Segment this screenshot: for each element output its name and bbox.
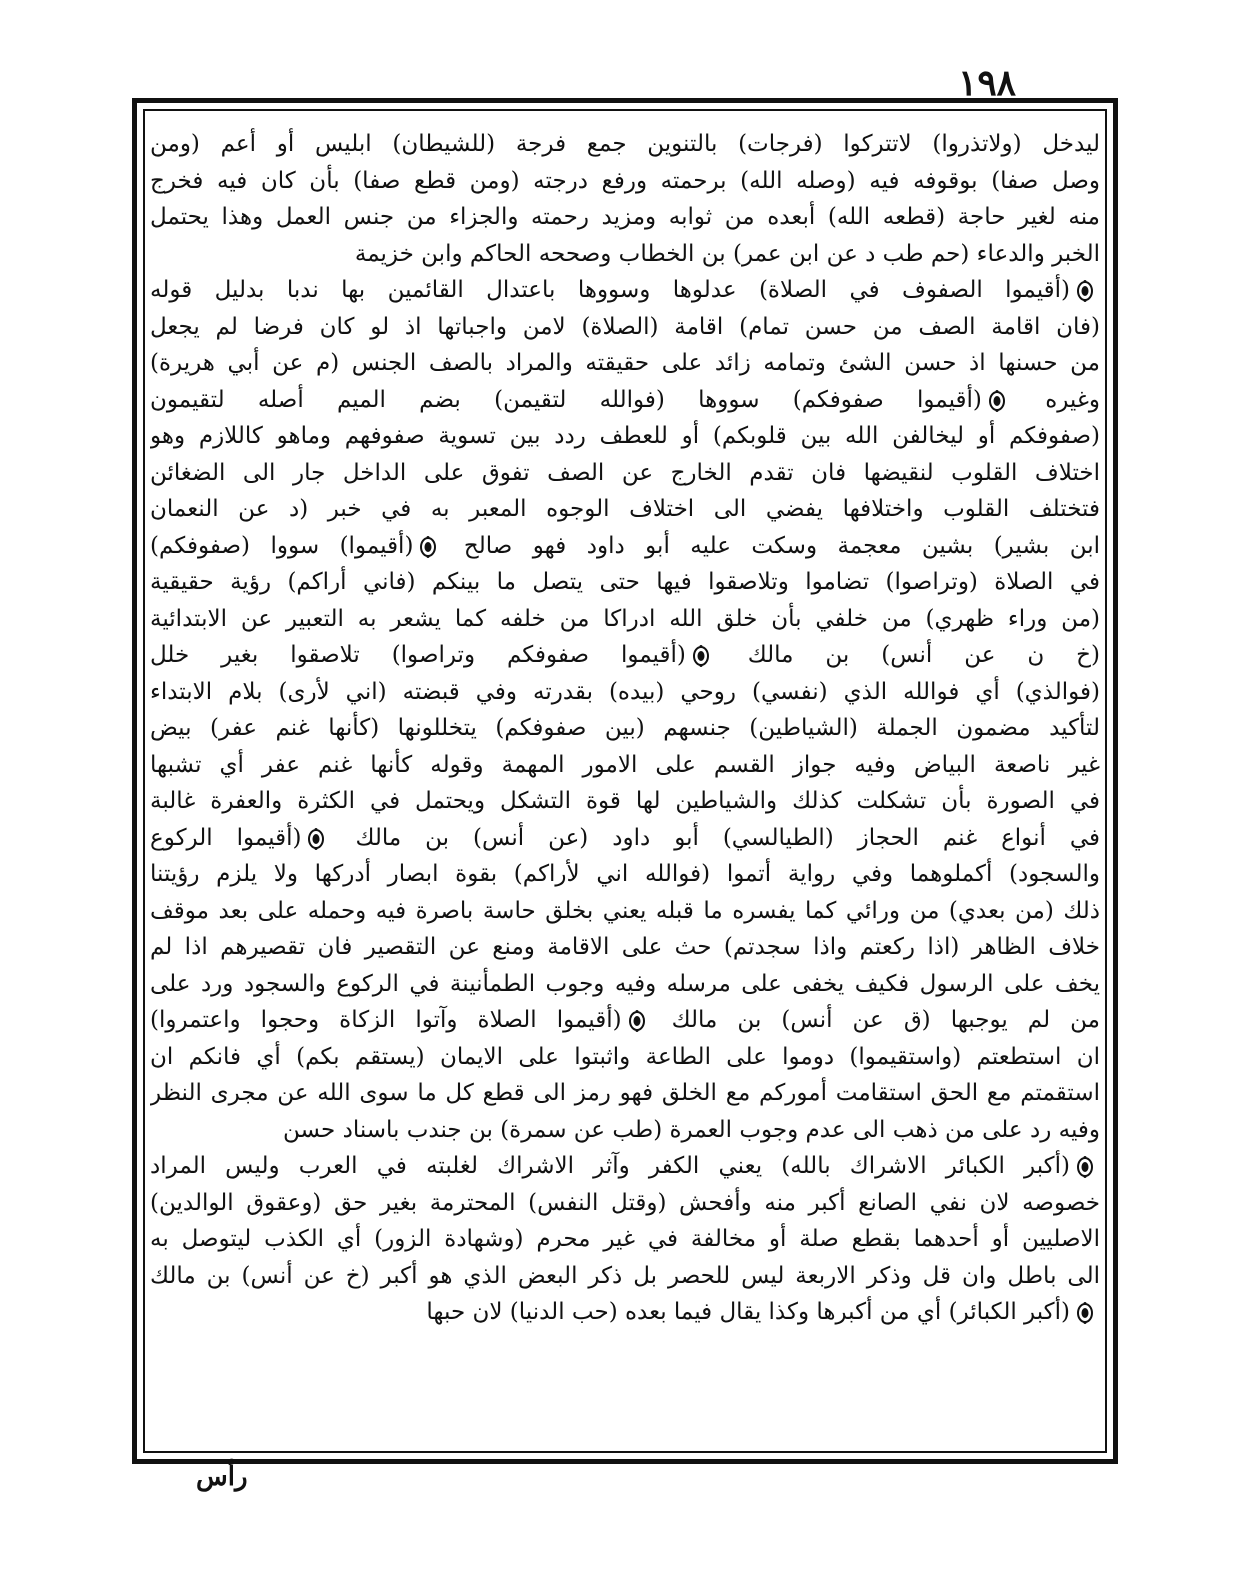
catchword: رأس	[196, 1462, 248, 1492]
text-line	[150, 564, 1100, 601]
line-text-tail: (أقيموا صفوفكم) سووها (فوالله لتقيمن) بضم الميم أصله لتقيمون	[150, 386, 982, 413]
text-line	[150, 820, 1100, 857]
rosette-icon	[692, 645, 710, 667]
text-line	[150, 601, 1100, 638]
text-line	[150, 674, 1100, 711]
page-number: ١٩٨	[958, 62, 1017, 104]
text-block	[150, 126, 1100, 1442]
text-line	[150, 1221, 1100, 1258]
rosette-icon	[1076, 1156, 1094, 1178]
text-line	[150, 783, 1100, 820]
text-line	[150, 382, 1100, 419]
line-text-tail: (أقيموا الصلاة وآتوا الزكاة وحجوا واعتمروا)	[150, 1007, 622, 1033]
line-text: (فوالذي) أي فوالله الذي (نفسي) روحي (بيده) بقدرته وفي قبضته (اني لأرى) بلام الابتداء	[150, 678, 1100, 705]
rosette-icon	[988, 390, 1006, 412]
line-text: (خ ن عن أنس) بن مالك	[747, 642, 1100, 668]
text-line	[150, 491, 1100, 528]
line-text: (صفوفكم أو ليخالفن الله بين قلوبكم) أو للعطف ردد بين تسوية صفوفهم وماهو كاللازم وهو	[150, 423, 1100, 449]
line-text-tail: (أقيموا الركوع	[150, 824, 302, 851]
line-text-tail: (أقيموا) سووا (صفوفكم)	[150, 532, 414, 559]
line-text: اختلاف القلوب لنقيضها فان تقدم الخارج عن الصف تفوق على الداخل جار الى الضغائن	[150, 459, 1100, 486]
text-line	[150, 418, 1100, 455]
line-text: وفيه رد على من ذهب الى عدم وجوب العمرة (طب عن سمرة) بن جندب باسناد حسن	[283, 1116, 1100, 1143]
rosette-icon	[628, 1010, 646, 1032]
rosette-icon	[419, 536, 437, 558]
line-text: في أنواع غنم الحجاز (الطيالسي) أبو داود (عن أنس) بن مالك	[355, 824, 1100, 851]
line-text: (من وراء ظهري) من خلفي بأن خلق الله ادراكا من خلفه كما يشعر به التعبير عن الابتدائية	[150, 605, 1100, 632]
text-line	[150, 966, 1100, 1003]
text-line	[150, 163, 1100, 200]
line-text: من حسنها اذ حسن الشئ وتمامه زائد على حقيقته والمراد بالصف الجنس (م عن أبي هريرة)	[150, 350, 1100, 376]
line-text: لتأكيد مضمون الجملة (الشياطين) جنسهم (بين صفوفكم) يتخللونها (كأنها غنم عفر) بيض	[150, 715, 1100, 741]
line-text: وغيره	[1045, 386, 1100, 413]
rosette-icon	[1076, 280, 1094, 302]
text-line	[150, 1002, 1100, 1039]
text-line	[150, 1075, 1100, 1112]
line-text: (أكبر الكبائر الاشراك بالله) يعني الكفر وآثر الاشراك لغلبته في العرب وليس المراد	[150, 1153, 1070, 1179]
text-line	[150, 929, 1100, 966]
line-text: (فان اقامة الصف من حسن تمام) اقامة (الصلاة) لامن واجباتها اذ لو كان فرضا لم يجعل	[150, 313, 1100, 340]
line-text: فتختلف القلوب واختلافها يفضي الى اختلاف الوجوه المعبر به في خبر (د عن النعمان	[150, 496, 1100, 522]
line-text: والسجود) أكملوهما وفي رواية أتموا (فوالله اني لأراكم) بقوة ابصار أدركها ولا يلزم رؤيتنا	[150, 861, 1100, 887]
line-text: غير ناصعة البياض وفيه جواز القسم على الامور المهمة وقوله كأنها غنم عفر أي تشبها	[150, 751, 1100, 778]
text-line	[150, 1294, 1100, 1331]
line-text-tail: (أقيموا صفوفكم وتراصوا) تلاصقوا بغير خلل	[150, 642, 686, 668]
line-text: من لم يوجبها (ق عن أنس) بن مالك	[671, 1007, 1100, 1033]
line-text: الى باطل وان قل وذكر الاربعة ليس للحصر بل ذكر البعض الذي هو أكبر (خ عن أنس) بن مالك	[150, 1262, 1100, 1289]
text-line	[150, 1112, 1100, 1149]
text-line	[150, 893, 1100, 930]
text-line	[150, 637, 1100, 674]
line-text: الاصليين أو أحدهما بقطع صلة أو مخالفة في غير محرم (وشهادة الزور) أي الكذب ليتوصل به	[150, 1226, 1100, 1252]
text-line	[150, 309, 1100, 346]
text-line	[150, 856, 1100, 893]
text-line	[150, 455, 1100, 492]
line-text: وصل صفا) بوقوفه فيه (وصله الله) برحمته ورفع درجته (ومن قطع صفا) بأن كان فيه فخرج	[150, 167, 1100, 194]
line-text: ذلك (من بعدي) من ورائي كما يفسره ما قبله يعني بخلق حاسة باصرة فيه وحمله على بعد موقف	[150, 897, 1100, 924]
text-line	[150, 710, 1100, 747]
line-text: ابن بشير) بشين معجمة وسكت عليه أبو داود فهو صالح	[463, 532, 1100, 559]
line-text: في الصورة بأن تشكلت كذلك والشياطين لها قوة التشكل ويحتمل في الكثرة والعفرة غالبة	[150, 788, 1100, 814]
rosette-icon	[307, 828, 325, 850]
line-text: ان استطعتم (واستقيموا) دوموا على الطاعة واثبتوا على الايمان (يستقم بكم) أي فانكم ان	[150, 1043, 1100, 1070]
line-text: الخبر والدعاء (حم طب د عن ابن عمر) بن الخطاب وصححه الحاكم وابن خزيمة	[354, 240, 1100, 267]
line-text: ليدخل (ولاتذروا) لاتتركوا (فرجات) بالتنوين جمع فرجة (للشيطان) ابليس أو أعم (ومن	[150, 131, 1100, 157]
rosette-icon	[1076, 1302, 1094, 1324]
text-line	[150, 236, 1100, 273]
text-line	[150, 1148, 1100, 1185]
line-text: (أقيموا الصفوف في الصلاة) عدلوها وسووها باعتدال القائمين بها ندبا بدليل قوله	[150, 277, 1070, 303]
text-line	[150, 126, 1100, 163]
line-text: في الصلاة (وتراصوا) تضاموا وتلاصقوا فيها حتى يتصل ما بينكم (فاني أراكم) رؤية حقيقية	[150, 569, 1100, 595]
line-text: (أكبر الكبائر) أي من أكبرها وكذا يقال فيما بعده (حب الدنيا) لان حبها	[426, 1299, 1070, 1325]
line-text: يخف على الرسول فكيف يخفى على مرسله وفيه وجوب الطمأنينة في الركوع والسجود ورد على	[150, 970, 1100, 997]
text-line	[150, 1185, 1100, 1222]
line-text: منه لغير حاجة (قطعه الله) أبعده من ثوابه ومزيد رحمته والجزاء من جنس العمل وهذا يحتمل	[150, 204, 1100, 230]
text-line	[150, 272, 1100, 309]
text-line	[150, 199, 1100, 236]
text-line	[150, 345, 1100, 382]
text-line	[150, 1258, 1100, 1295]
text-line	[150, 528, 1100, 565]
line-text: خصوصه لان نفي الصانع أكبر منه وأفحش (وقتل النفس) المحترمة بغير حق (وعقوق الوالدين)	[150, 1189, 1100, 1216]
line-text: خلاف الظاهر (اذا ركعتم واذا سجدتم) حث على الاقامة ومنع عن التقصير فان تقصيرهم اذا لم	[150, 934, 1100, 960]
text-line	[150, 747, 1100, 784]
line-text: استقمتم مع الحق استقامت أموركم مع الخلق فهو رمز الى قطع كل ما سوى الله عن مجرى النظر	[150, 1080, 1100, 1106]
text-line	[150, 1039, 1100, 1076]
